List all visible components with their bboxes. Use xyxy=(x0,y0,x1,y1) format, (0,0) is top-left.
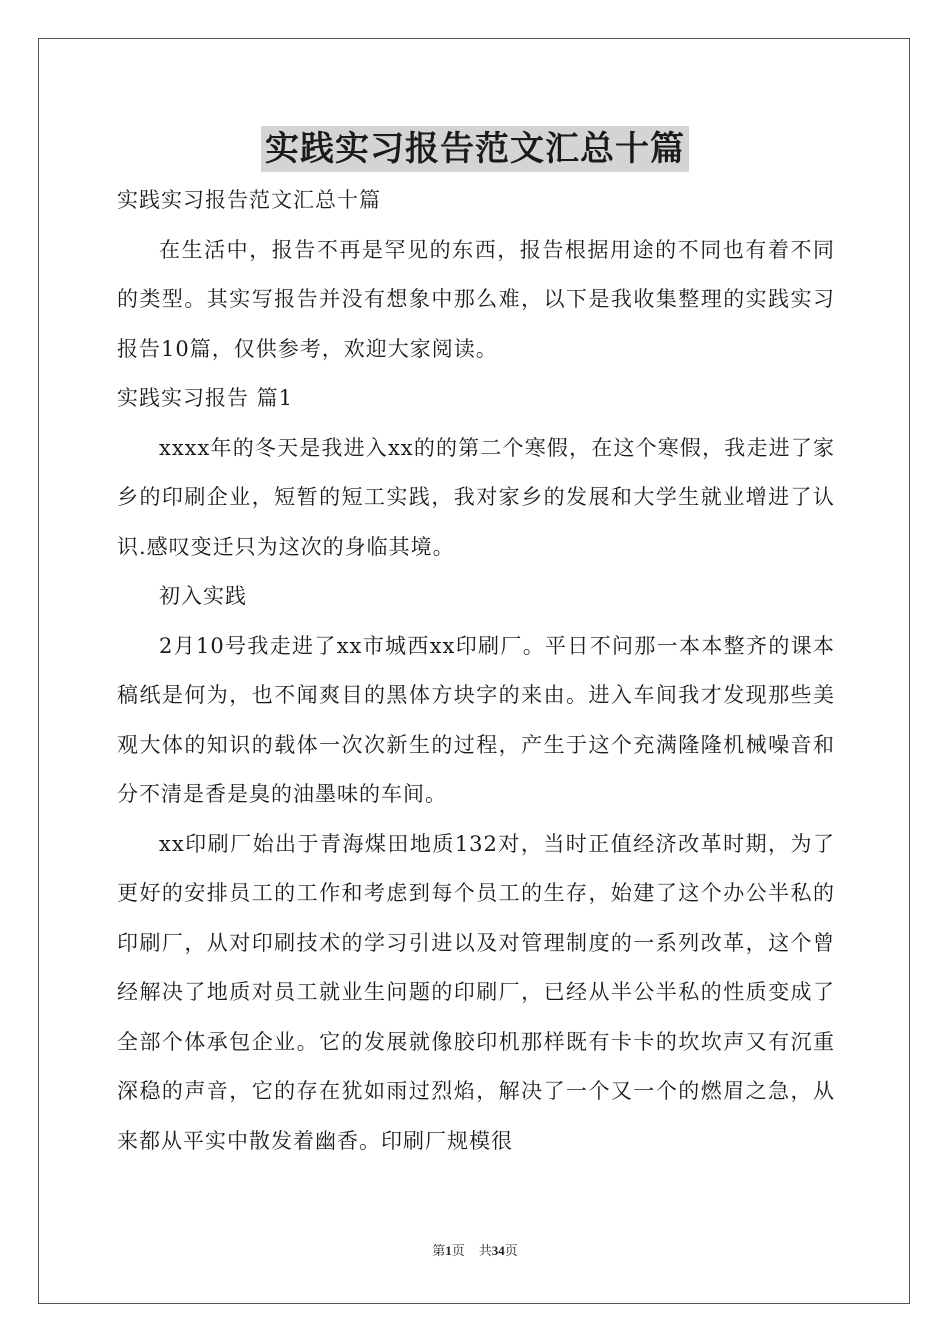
page-footer xyxy=(0,1242,950,1260)
total-pages: 34 xyxy=(491,1243,505,1258)
page-prefix: 第 xyxy=(432,1243,446,1258)
paragraph: 2月10号我走进了xx市城西xx印刷厂。平日不问那一本本整齐的课本稿纸是何为，也不闻爽目的黑体方块字的来由。进入车间我才发现那些美观大体的知识的载体一次次新生的过程，产生于这个充满隆隆机械噪音和分不清是香是臭的油墨味的车间。 xyxy=(117,633,835,806)
paragraph: 实践实习报告 篇1 xyxy=(117,386,294,410)
total-suffix: 页 xyxy=(504,1243,518,1258)
paragraph: 在生活中，报告不再是罕见的东西，报告根据用途的不同也有着不同的类型。其实写报告并没有想象中那么难，以下是我收集整理的实践实习报告10篇，仅供参考，欢迎大家阅读。 xyxy=(117,237,835,361)
document-body xyxy=(117,176,835,1166)
page-number: 1 xyxy=(445,1243,452,1258)
paragraph: 初入实践 xyxy=(159,584,247,608)
paragraph: xx印刷厂始出于青海煤田地质132对，当时正值经济改革时期，为了更好的安排员工的工作和考虑到每个员工的生存，始建了这个办公半私的印刷厂，从对印刷技术的学习引进以及对管理制度的一系列改革，这个曾经解决了地质对员工就业生问题的印刷厂，已经从半公半私的性质变成了全部个体承包企业。它的发展就像胶印机那样既有卡卡的坎坎声又有沉重深稳的声音，它的存在犹如雨过烈焰，解决了一个又一个的燃眉之急，从来都从平实中散发着幽香。印刷厂规模很 xyxy=(117,831,835,1153)
title-container xyxy=(0,126,950,172)
paragraph: xxxx年的冬天是我进入xx的的第二个寒假，在这个寒假，我走进了家乡的印刷企业，短暂的短工实践，我对家乡的发展和大学生就业增进了认识.感叹变迁只为这次的身临其境。 xyxy=(117,435,835,559)
document-title: 实践实习报告范文汇总十篇 xyxy=(261,126,689,172)
page-suffix: 页 xyxy=(451,1243,465,1258)
paragraph: 实践实习报告范文汇总十篇 xyxy=(117,188,381,212)
total-prefix: 共 xyxy=(478,1243,492,1258)
